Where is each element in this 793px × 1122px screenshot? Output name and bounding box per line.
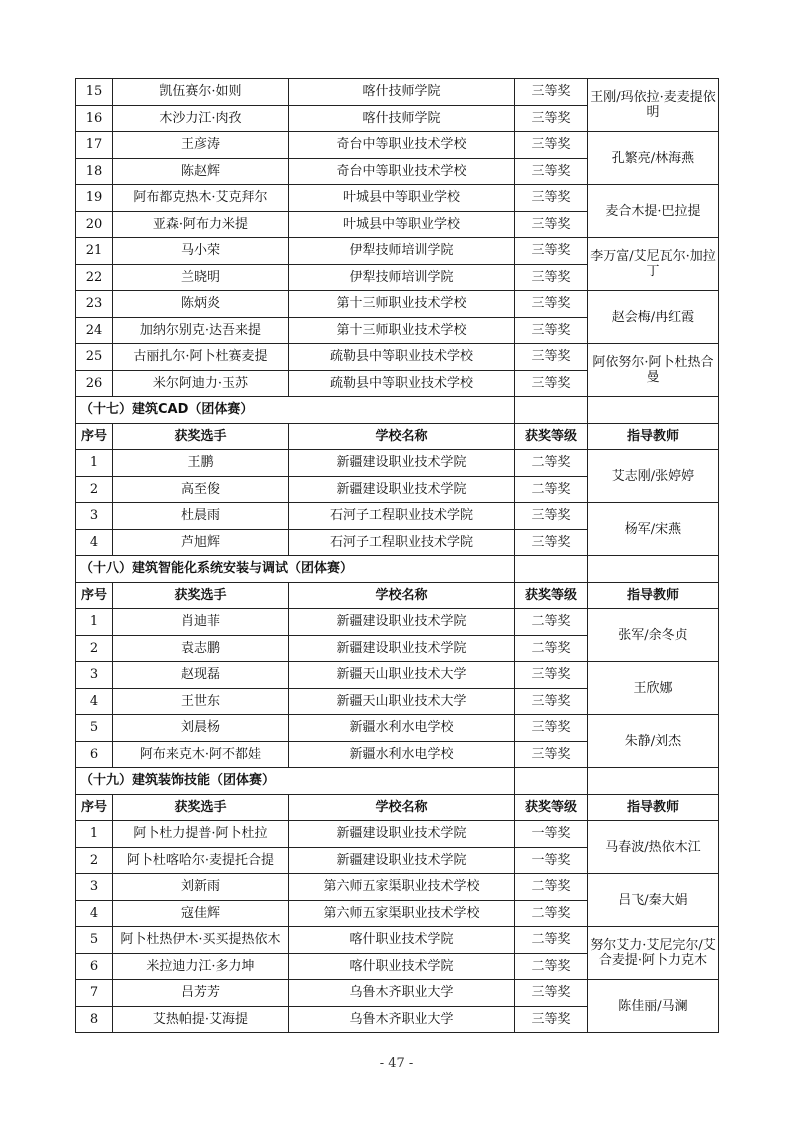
award-level: 二等奖 — [515, 900, 588, 927]
table-row — [76, 132, 719, 159]
row-number: 17 — [76, 132, 113, 159]
blank-cell — [588, 556, 719, 583]
winner-name: 芦旭辉 — [113, 529, 289, 556]
row-number: 6 — [76, 953, 113, 980]
table-row — [76, 238, 719, 265]
school-name: 喀什技师学院 — [289, 105, 515, 132]
blank-cell — [515, 768, 588, 795]
school-name: 新疆建设职业技术学院 — [289, 635, 515, 662]
instructor: 麦合木提·巴拉提 — [588, 185, 719, 238]
row-number: 8 — [76, 1006, 113, 1033]
award-level: 三等奖 — [515, 211, 588, 238]
instructor: 努尔艾力·艾尼完尔/艾合麦提·阿卜力克木 — [588, 927, 719, 980]
award-level: 二等奖 — [515, 450, 588, 477]
award-level: 三等奖 — [515, 688, 588, 715]
winner-name: 古丽扎尔·阿卜杜赛麦提 — [113, 344, 289, 371]
row-number: 1 — [76, 450, 113, 477]
winner-name: 陈赵辉 — [113, 158, 289, 185]
row-number: 3 — [76, 874, 113, 901]
school-name: 新疆建设职业技术学院 — [289, 821, 515, 848]
instructor: 李万富/艾尼瓦尔·加拉丁 — [588, 238, 719, 291]
row-number: 21 — [76, 238, 113, 265]
header-school: 学校名称 — [289, 423, 515, 450]
row-number: 23 — [76, 291, 113, 318]
page-number: - 47 - — [379, 1056, 414, 1071]
award-level: 一等奖 — [515, 847, 588, 874]
header-award: 获奖等级 — [515, 794, 588, 821]
instructor: 王欣娜 — [588, 662, 719, 715]
school-name: 新疆建设职业技术学院 — [289, 609, 515, 636]
header-school: 学校名称 — [289, 582, 515, 609]
section-title: （十七）建筑CAD（团体赛） — [76, 397, 515, 424]
school-name: 新疆建设职业技术学院 — [289, 450, 515, 477]
row-number: 5 — [76, 927, 113, 954]
award-level: 三等奖 — [515, 317, 588, 344]
blank-cell — [588, 397, 719, 424]
school-name: 疏勒县中等职业技术学校 — [289, 344, 515, 371]
row-number: 5 — [76, 715, 113, 742]
row-number: 20 — [76, 211, 113, 238]
award-level: 三等奖 — [515, 132, 588, 159]
row-number: 1 — [76, 821, 113, 848]
school-name: 乌鲁木齐职业大学 — [289, 1006, 515, 1033]
table-row — [76, 503, 719, 530]
instructor: 赵会梅/冉红霞 — [588, 291, 719, 344]
school-name: 新疆水利水电学校 — [289, 741, 515, 768]
header-winner: 获奖选手 — [113, 423, 289, 450]
school-name: 伊犁技师培训学院 — [289, 264, 515, 291]
row-number: 18 — [76, 158, 113, 185]
section-title: （十九）建筑装饰技能（团体赛） — [76, 768, 515, 795]
award-level: 二等奖 — [515, 609, 588, 636]
row-number: 3 — [76, 503, 113, 530]
row-number: 24 — [76, 317, 113, 344]
table-row — [76, 980, 719, 1007]
winner-name: 木沙力江·肉孜 — [113, 105, 289, 132]
section-title-row — [76, 397, 719, 424]
row-number: 1 — [76, 609, 113, 636]
award-level: 三等奖 — [515, 158, 588, 185]
winner-name: 艾热帕提·艾海提 — [113, 1006, 289, 1033]
school-name: 第十三师职业技术学校 — [289, 291, 515, 318]
header-number: 序号 — [76, 423, 113, 450]
header-winner: 获奖选手 — [113, 582, 289, 609]
row-number: 3 — [76, 662, 113, 689]
table-row — [76, 821, 719, 848]
winner-name: 兰晓明 — [113, 264, 289, 291]
row-number: 16 — [76, 105, 113, 132]
table-row — [76, 715, 719, 742]
winner-name: 王彦涛 — [113, 132, 289, 159]
blank-cell — [515, 397, 588, 424]
header-instructor: 指导教师 — [588, 423, 719, 450]
row-number: 19 — [76, 185, 113, 212]
school-name: 新疆水利水电学校 — [289, 715, 515, 742]
school-name: 第六师五家渠职业技术学校 — [289, 874, 515, 901]
winner-name: 加纳尔别克·达吾来提 — [113, 317, 289, 344]
winner-name: 阿布都克热木·艾克拜尔 — [113, 185, 289, 212]
table-row — [76, 185, 719, 212]
award-level: 二等奖 — [515, 476, 588, 503]
table-row — [76, 450, 719, 477]
instructor: 张军/余冬贞 — [588, 609, 719, 662]
school-name: 喀什职业技术学院 — [289, 927, 515, 954]
row-number: 7 — [76, 980, 113, 1007]
instructor: 陈佳丽/马澜 — [588, 980, 719, 1033]
instructor: 王刚/玛依拉·麦麦提依明 — [588, 79, 719, 132]
school-name: 疏勒县中等职业技术学校 — [289, 370, 515, 397]
award-level: 三等奖 — [515, 1006, 588, 1033]
table-row — [76, 79, 719, 106]
row-number: 22 — [76, 264, 113, 291]
winner-name: 阿卜杜热伊木·买买提热依木 — [113, 927, 289, 954]
header-winner: 获奖选手 — [113, 794, 289, 821]
award-level: 三等奖 — [515, 980, 588, 1007]
table-row — [76, 662, 719, 689]
award-level: 三等奖 — [515, 105, 588, 132]
header-row — [76, 582, 719, 609]
header-school: 学校名称 — [289, 794, 515, 821]
winner-name: 高至俊 — [113, 476, 289, 503]
school-name: 石河子工程职业技术学院 — [289, 503, 515, 530]
section-title: （十八）建筑智能化系统安装与调试（团体赛） — [76, 556, 515, 583]
school-name: 喀什职业技术学院 — [289, 953, 515, 980]
award-level: 一等奖 — [515, 821, 588, 848]
school-name: 乌鲁木齐职业大学 — [289, 980, 515, 1007]
award-level: 三等奖 — [515, 370, 588, 397]
award-level: 二等奖 — [515, 953, 588, 980]
winner-name: 肖迪菲 — [113, 609, 289, 636]
award-level: 二等奖 — [515, 927, 588, 954]
row-number: 4 — [76, 529, 113, 556]
header-award: 获奖等级 — [515, 582, 588, 609]
winner-name: 赵现磊 — [113, 662, 289, 689]
winner-name: 阿布来克木·阿不都娃 — [113, 741, 289, 768]
school-name: 新疆建设职业技术学院 — [289, 847, 515, 874]
school-name: 喀什技师学院 — [289, 79, 515, 106]
header-number: 序号 — [76, 582, 113, 609]
award-level: 三等奖 — [515, 291, 588, 318]
winner-name: 袁志鹏 — [113, 635, 289, 662]
instructor: 吕飞/秦大娟 — [588, 874, 719, 927]
row-number: 2 — [76, 635, 113, 662]
school-name: 叶城县中等职业学校 — [289, 211, 515, 238]
winner-name: 杜晨雨 — [113, 503, 289, 530]
award-level: 三等奖 — [515, 344, 588, 371]
school-name: 石河子工程职业技术学院 — [289, 529, 515, 556]
header-instructor: 指导教师 — [588, 794, 719, 821]
row-number: 2 — [76, 847, 113, 874]
award-level: 三等奖 — [515, 503, 588, 530]
header-row — [76, 423, 719, 450]
school-name: 奇台中等职业技术学校 — [289, 158, 515, 185]
blank-cell — [588, 768, 719, 795]
row-number: 4 — [76, 688, 113, 715]
award-level: 三等奖 — [515, 715, 588, 742]
award-level: 三等奖 — [515, 741, 588, 768]
school-name: 新疆天山职业技术大学 — [289, 688, 515, 715]
header-number: 序号 — [76, 794, 113, 821]
winner-name: 刘晨杨 — [113, 715, 289, 742]
header-award: 获奖等级 — [515, 423, 588, 450]
school-name: 新疆建设职业技术学院 — [289, 476, 515, 503]
blank-cell — [515, 556, 588, 583]
instructor: 阿依努尔·阿卜杜热合曼 — [588, 344, 719, 397]
section-title-row — [76, 556, 719, 583]
school-name: 伊犁技师培训学院 — [289, 238, 515, 265]
award-level: 三等奖 — [515, 264, 588, 291]
section-title-row — [76, 768, 719, 795]
row-number: 2 — [76, 476, 113, 503]
instructor: 艾志刚/张婷婷 — [588, 450, 719, 503]
winner-name: 寇佳辉 — [113, 900, 289, 927]
instructor: 马春波/热依木江 — [588, 821, 719, 874]
winner-name: 王鹏 — [113, 450, 289, 477]
instructor: 孔繁亮/林海燕 — [588, 132, 719, 185]
table-row — [76, 291, 719, 318]
winner-name: 米尔阿迪力·玉苏 — [113, 370, 289, 397]
row-number: 26 — [76, 370, 113, 397]
winner-name: 阿卜杜力提普·阿卜杜拉 — [113, 821, 289, 848]
row-number: 25 — [76, 344, 113, 371]
school-name: 新疆天山职业技术大学 — [289, 662, 515, 689]
award-level: 二等奖 — [515, 874, 588, 901]
winner-name: 吕芳芳 — [113, 980, 289, 1007]
award-level: 三等奖 — [515, 238, 588, 265]
winner-name: 陈炳炎 — [113, 291, 289, 318]
row-number: 4 — [76, 900, 113, 927]
winner-name: 米拉迪力江·多力坤 — [113, 953, 289, 980]
school-name: 奇台中等职业技术学校 — [289, 132, 515, 159]
award-level: 三等奖 — [515, 79, 588, 106]
winner-name: 阿卜杜喀哈尔·麦提托合提 — [113, 847, 289, 874]
table-row — [76, 874, 719, 901]
row-number: 15 — [76, 79, 113, 106]
school-name: 叶城县中等职业学校 — [289, 185, 515, 212]
table-row — [76, 927, 719, 954]
award-level: 二等奖 — [515, 635, 588, 662]
award-level: 三等奖 — [515, 529, 588, 556]
school-name: 第六师五家渠职业技术学校 — [289, 900, 515, 927]
header-instructor: 指导教师 — [588, 582, 719, 609]
instructor: 朱静/刘杰 — [588, 715, 719, 768]
school-name: 第十三师职业技术学校 — [289, 317, 515, 344]
row-number: 6 — [76, 741, 113, 768]
award-level: 三等奖 — [515, 185, 588, 212]
winner-name: 马小荣 — [113, 238, 289, 265]
table-row — [76, 344, 719, 371]
header-row — [76, 794, 719, 821]
winner-name: 刘新雨 — [113, 874, 289, 901]
results-table — [75, 78, 719, 1033]
table-row — [76, 609, 719, 636]
instructor: 杨军/宋燕 — [588, 503, 719, 556]
winner-name: 亚森·阿布力米提 — [113, 211, 289, 238]
winner-name: 凯伍赛尔·如则 — [113, 79, 289, 106]
award-level: 三等奖 — [515, 662, 588, 689]
winner-name: 王世东 — [113, 688, 289, 715]
